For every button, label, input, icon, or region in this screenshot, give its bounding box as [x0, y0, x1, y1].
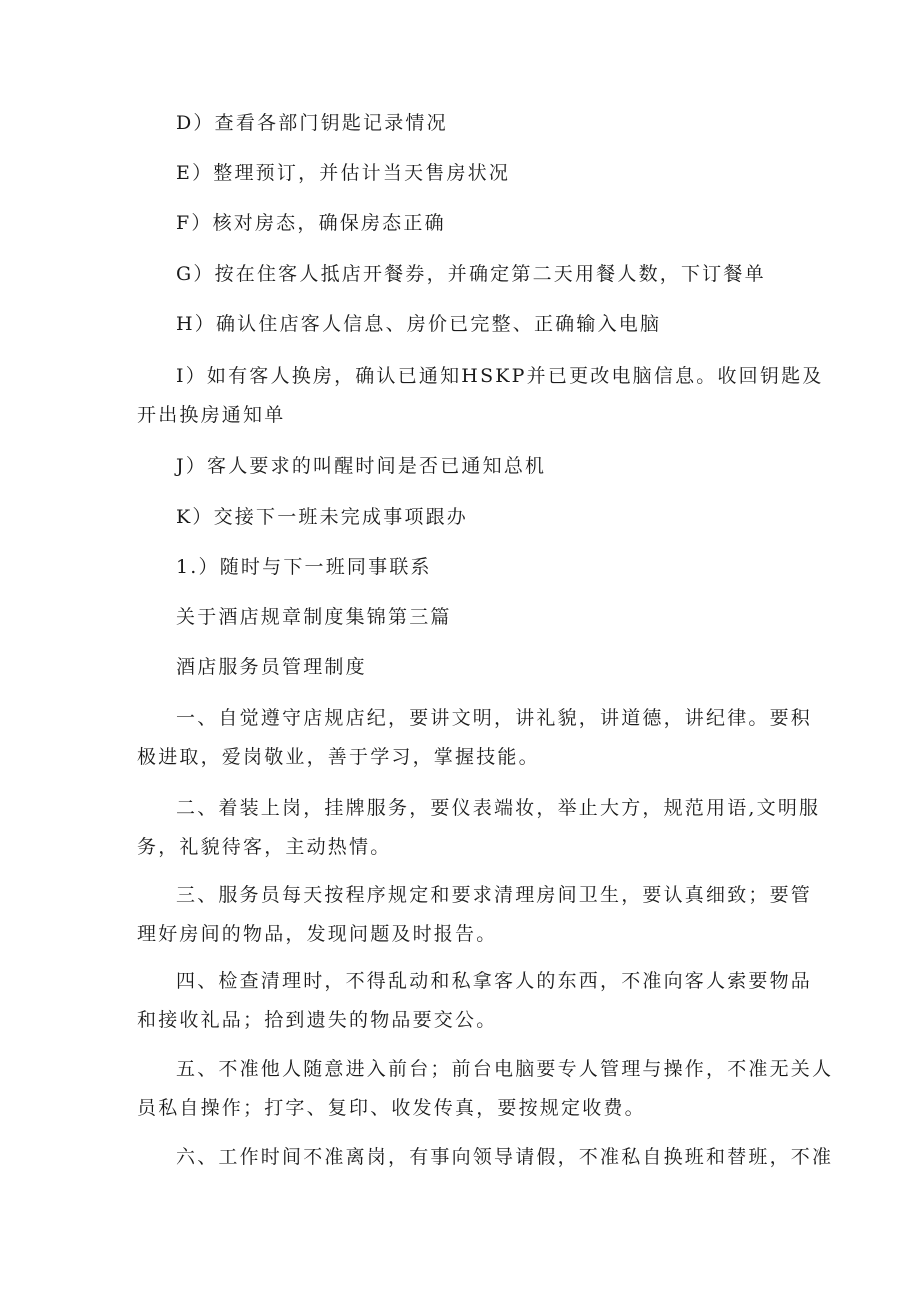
text-line: 员私自操作；打字、复印、收发传真，要按规定收费。 — [137, 1097, 646, 1119]
text-line: J）客人要求的叫醒时间是否已通知总机 — [176, 455, 547, 477]
text-line: F）核对房态，确保房态正确 — [176, 212, 446, 234]
text-line: 和接收礼品；拾到遗失的物品要交公。 — [137, 1009, 498, 1031]
text-line: 三、服务员每天按程序规定和要求清理房间卫生，要认真细致；要管 — [176, 884, 813, 906]
text-line: 理好房间的物品，发现问题及时报告。 — [137, 923, 498, 945]
text-line: 六、工作时间不准离岗，有事向领导请假，不准私自换班和替班，不准 — [176, 1146, 834, 1168]
text-line: H）确认住店客人信息、房价已完整、正确输入电脑 — [176, 313, 662, 335]
text-line: D）查看各部门钥匙记录情况 — [176, 112, 448, 134]
text-line: G）按在住客人抵店开餐券，并确定第二天用餐人数，下订餐单 — [176, 263, 766, 285]
text-line: 1.）随时与下一班同事联系 — [176, 556, 432, 578]
text-line: I）如有客人换房，确认已通知HSKP并已更改电脑信息。收回钥匙及 — [176, 365, 824, 387]
text-line: 极进取，爱岗敬业，善于学习，掌握技能。 — [137, 746, 540, 768]
text-line: K）交接下一班未完成事项跟办 — [176, 506, 468, 528]
text-line: E）整理预订，并估计当天售房状况 — [176, 162, 511, 184]
text-line: 一、自觉遵守店规店纪，要讲文明，讲礼貌，讲道德，讲纪律。要积 — [176, 707, 813, 729]
section-title: 关于酒店规章制度集锦第三篇 — [176, 606, 452, 628]
text-line: 开出换房通知单 — [137, 404, 286, 426]
text-line: 二、着装上岗，挂牌服务，要仪表端妆，举止大方，规范用语,文明服 — [176, 797, 821, 819]
text-line: 务，礼貌待客，主动热情。 — [137, 836, 392, 858]
section-subtitle: 酒店服务员管理制度 — [176, 656, 367, 678]
text-line: 四、检查清理时，不得乱动和私拿客人的东西，不准向客人索要物品 — [176, 970, 813, 992]
text-line: 五、不准他人随意进入前台；前台电脑要专人管理与操作，不准无关人 — [176, 1058, 834, 1080]
